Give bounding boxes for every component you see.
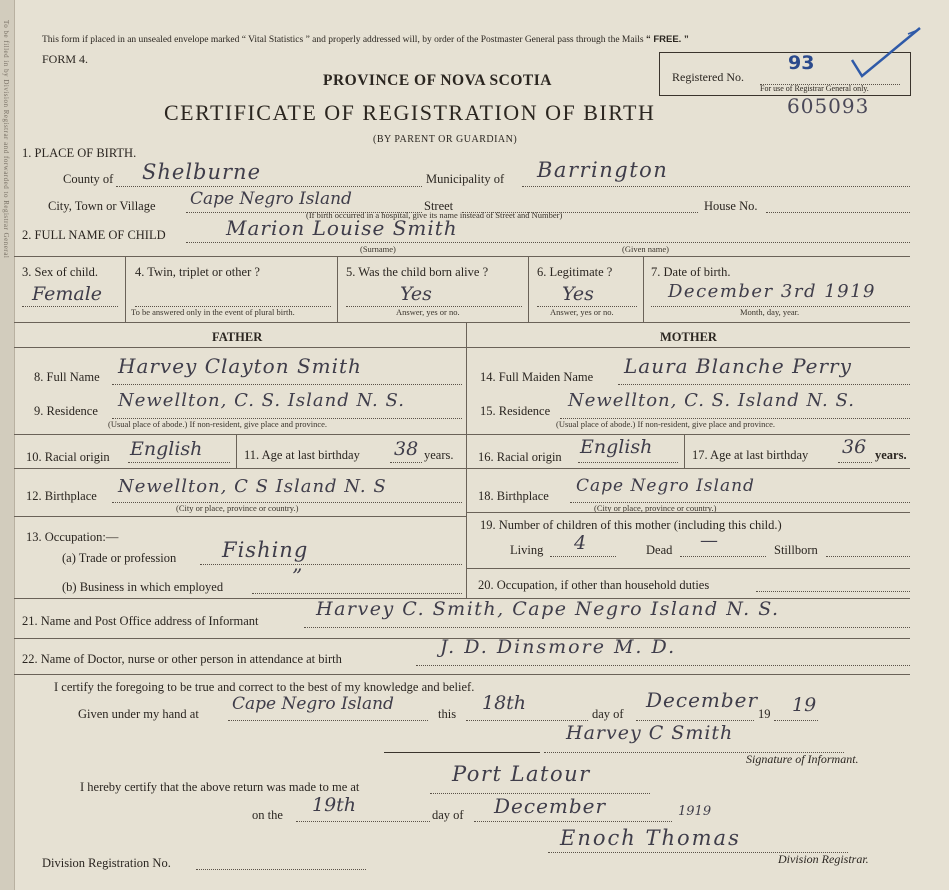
rule	[14, 322, 910, 323]
registrar-note: For use of Registrar General only.	[760, 84, 869, 93]
alive-note: Answer, yes or no.	[396, 307, 460, 317]
house-label: House No.	[704, 199, 758, 213]
legitimate-value: Yes	[562, 283, 594, 305]
certificate-number: 605093	[787, 94, 870, 118]
father-age-value: 38	[394, 438, 419, 460]
dead-label: Dead	[646, 543, 673, 557]
sex-line	[22, 306, 118, 307]
city-value: Cape Negro Island	[190, 189, 352, 209]
registered-label: Registered No.	[672, 70, 744, 84]
father-racial-value: English	[130, 438, 203, 460]
father-trade-label: (a) Trade or profession	[62, 551, 177, 565]
county-value: Shelburne	[142, 160, 262, 184]
rule	[337, 256, 338, 322]
postal-notice	[42, 34, 689, 45]
doctor-label: 22. Name of Doctor, nurse or other person in attendance at birth	[22, 652, 342, 666]
mother-age-label: 17. Age at last birthday	[692, 448, 809, 462]
return-month-line	[474, 821, 672, 822]
alive-value: Yes	[400, 283, 432, 305]
mother-racial-value: English	[580, 436, 653, 458]
father-age-unit: years.	[424, 448, 454, 462]
mother-children-label: 19. Number of children of this mother (including this child.)	[480, 518, 782, 532]
return-day-line	[296, 821, 430, 822]
given-year-line	[774, 720, 818, 721]
rule	[125, 256, 126, 322]
mother-racial-label: 16. Racial origin	[478, 450, 562, 464]
municipality-label: Municipality of	[426, 172, 505, 186]
rule	[466, 322, 467, 598]
father-birthplace-label: 12. Birthplace	[26, 489, 97, 503]
rule	[643, 256, 644, 322]
return-label: I hereby certify that the above return was made to me at	[80, 780, 360, 794]
mother-residence-note-text: (Usual place of abode.)	[556, 419, 636, 429]
on-the-label: on the	[252, 808, 283, 822]
dead-value: —	[700, 530, 718, 551]
postal-notice-free: “ FREE. ”	[645, 34, 689, 45]
informant-line	[304, 627, 910, 628]
father-heading: FATHER	[212, 330, 263, 344]
signature-rule	[384, 752, 540, 753]
dead-line	[680, 556, 766, 557]
living-line	[550, 556, 616, 557]
father-business-value: ”	[292, 564, 303, 588]
alive-label: 5. Was the child born alive ?	[346, 265, 489, 279]
city-label: City, Town or Village	[48, 199, 156, 213]
stillborn-label: Stillborn	[774, 543, 818, 557]
father-business-line	[252, 593, 462, 594]
mother-racial-line	[578, 462, 678, 463]
mother-birthplace-value: Cape Negro Island	[576, 476, 755, 496]
rule	[528, 256, 529, 322]
living-label: Living	[510, 543, 544, 557]
division-registration-no-line	[196, 869, 366, 870]
mother-heading: MOTHER	[660, 330, 717, 344]
given-month-line	[636, 720, 754, 721]
date-of-birth-label: 7. Date of birth.	[651, 265, 731, 279]
year-prefix: 19	[758, 707, 771, 721]
father-trade-value: Fishing	[222, 538, 309, 562]
father-residence-label: 9. Residence	[34, 404, 98, 418]
legitimate-label: 6. Legitimate ?	[537, 265, 613, 279]
margin-note: To be filled in by Division Registrar and forwarded to Registrar General	[2, 20, 10, 259]
mother-age-unit: years.	[875, 448, 907, 462]
father-residence-note	[108, 419, 327, 429]
father-name-value: Harvey Clayton Smith	[118, 354, 362, 378]
certification-statement: I certify the foregoing to be true and correct to the best of my knowledge and belief.	[54, 680, 475, 694]
this-label: this	[438, 707, 457, 721]
rule	[466, 568, 910, 569]
given-day-value: 18th	[482, 692, 527, 714]
sex-label: 3. Sex of child.	[22, 265, 99, 279]
father-age-line	[390, 462, 422, 463]
mother-name-line	[618, 384, 910, 385]
mother-name-value: Laura Blanche Perry	[624, 354, 852, 378]
registrar-signature: Enoch Thomas	[560, 826, 741, 850]
day-of-label: day of	[592, 707, 624, 721]
return-place-value: Port Latour	[452, 762, 591, 786]
father-birthplace-note: (City or place, province or country.)	[176, 503, 299, 513]
given-name-note: (Given name)	[622, 244, 669, 254]
father-residence-note-text2: If non-resident, give place and province.	[189, 419, 328, 429]
mother-residence-label: 15. Residence	[480, 404, 551, 418]
rule	[236, 434, 237, 468]
given-under-label: Given under my hand at	[78, 707, 199, 721]
certificate-title: CERTIFICATE OF REGISTRATION OF BIRTH	[164, 100, 656, 125]
father-age-label: 11. Age at last birthday	[244, 448, 360, 462]
date-of-birth-value: December 3rd 1919	[668, 281, 876, 302]
mother-residence-value: Newellton, C. S. Island N. S.	[568, 390, 855, 411]
rule	[684, 434, 685, 468]
return-year-value: 1919	[678, 804, 712, 819]
informant-label: 21. Name and Post Office address of Informant	[22, 614, 259, 628]
mother-occupation-line	[756, 591, 910, 592]
rule	[14, 434, 466, 435]
form-number: FORM 4.	[42, 52, 89, 66]
informant-signature-label: Signature of Informant.	[746, 752, 859, 766]
municipality-line	[522, 186, 910, 187]
given-place-value: Cape Negro Island	[232, 694, 394, 714]
father-business-label: (b) Business in which employed	[62, 580, 224, 594]
mother-age-value: 36	[842, 436, 867, 458]
house-line	[766, 212, 910, 213]
father-trade-line	[200, 564, 462, 565]
rule	[14, 674, 910, 675]
mother-residence-note	[556, 419, 775, 429]
rule	[14, 468, 910, 469]
hospital-note: (If birth occurred in a hospital, give its name instead of Street and Number)	[306, 210, 563, 220]
province-heading: PROVINCE OF NOVA SCOTIA	[323, 72, 552, 89]
return-day-value: 19th	[312, 794, 357, 816]
father-racial-line	[128, 462, 230, 463]
father-name-label: 8. Full Name	[34, 370, 100, 384]
child-name-value: Marion Louise Smith	[226, 216, 458, 240]
street-label: Street	[424, 199, 454, 213]
stillborn-line	[826, 556, 910, 557]
given-place-line	[228, 720, 428, 721]
doctor-line	[416, 665, 910, 666]
given-day-line	[466, 720, 588, 721]
municipality-value: Barrington	[537, 158, 669, 182]
rule	[466, 434, 910, 435]
division-registrar-label: Division Registrar.	[778, 852, 869, 866]
registered-number: 93	[788, 52, 815, 74]
father-residence-note-text: (Usual place of abode.)	[108, 419, 188, 429]
county-line	[116, 186, 422, 187]
legitimate-note: Answer, yes or no.	[550, 307, 614, 317]
twin-note: To be answered only in the event of plural birth.	[131, 307, 295, 317]
mother-residence-note-text2: If non-resident, give place and province.	[637, 419, 776, 429]
given-year-value: 19	[792, 694, 817, 716]
place-of-birth-label: 1. PLACE OF BIRTH.	[22, 146, 137, 160]
mother-birthplace-note: (City or place, province or country.)	[594, 503, 717, 513]
father-name-line	[112, 384, 462, 385]
postal-notice-text: This form if placed in an unsealed envelope marked “ Vital Statistics ” and properly addressed will, by order of the Postmaster General pass through the Mails	[42, 35, 644, 45]
given-month-value: December	[646, 688, 759, 712]
father-occupation-label: 13. Occupation:—	[26, 530, 119, 544]
rule	[466, 512, 910, 513]
mother-age-line	[838, 462, 872, 463]
rule	[14, 256, 910, 257]
informant-value: Harvey C. Smith, Cape Negro Island N. S.	[316, 598, 780, 620]
return-day-of-label: day of	[432, 808, 464, 822]
child-name-label: 2. FULL NAME OF CHILD	[22, 228, 166, 242]
sex-value: Female	[32, 283, 103, 305]
living-value: 4	[574, 532, 587, 554]
doctor-value: J. D. Dinsmore M. D.	[440, 636, 677, 658]
return-month-value: December	[494, 794, 607, 818]
informant-signature: Harvey C Smith	[566, 722, 734, 744]
checkmark-icon	[848, 26, 924, 82]
county-label: County of	[63, 172, 114, 186]
twin-label: 4. Twin, triplet or other ?	[135, 265, 260, 279]
mother-name-label: 14. Full Maiden Name	[480, 370, 594, 384]
father-racial-label: 10. Racial origin	[26, 450, 110, 464]
left-margin	[0, 0, 15, 890]
division-registration-no-label: Division Registration No.	[42, 856, 171, 870]
certificate-subtitle: (BY PARENT OR GUARDIAN)	[373, 134, 518, 145]
rule	[14, 516, 466, 517]
child-name-line	[186, 242, 910, 243]
date-of-birth-note: Month, day, year.	[740, 307, 800, 317]
rule	[14, 347, 910, 348]
father-residence-value: Newellton, C. S. Island N. S.	[118, 390, 405, 411]
surname-note: (Surname)	[360, 244, 396, 254]
mother-occupation-label: 20. Occupation, if other than household duties	[478, 578, 710, 592]
mother-birthplace-label: 18. Birthplace	[478, 489, 549, 503]
father-birthplace-value: Newellton, C S Island N. S	[118, 476, 387, 497]
